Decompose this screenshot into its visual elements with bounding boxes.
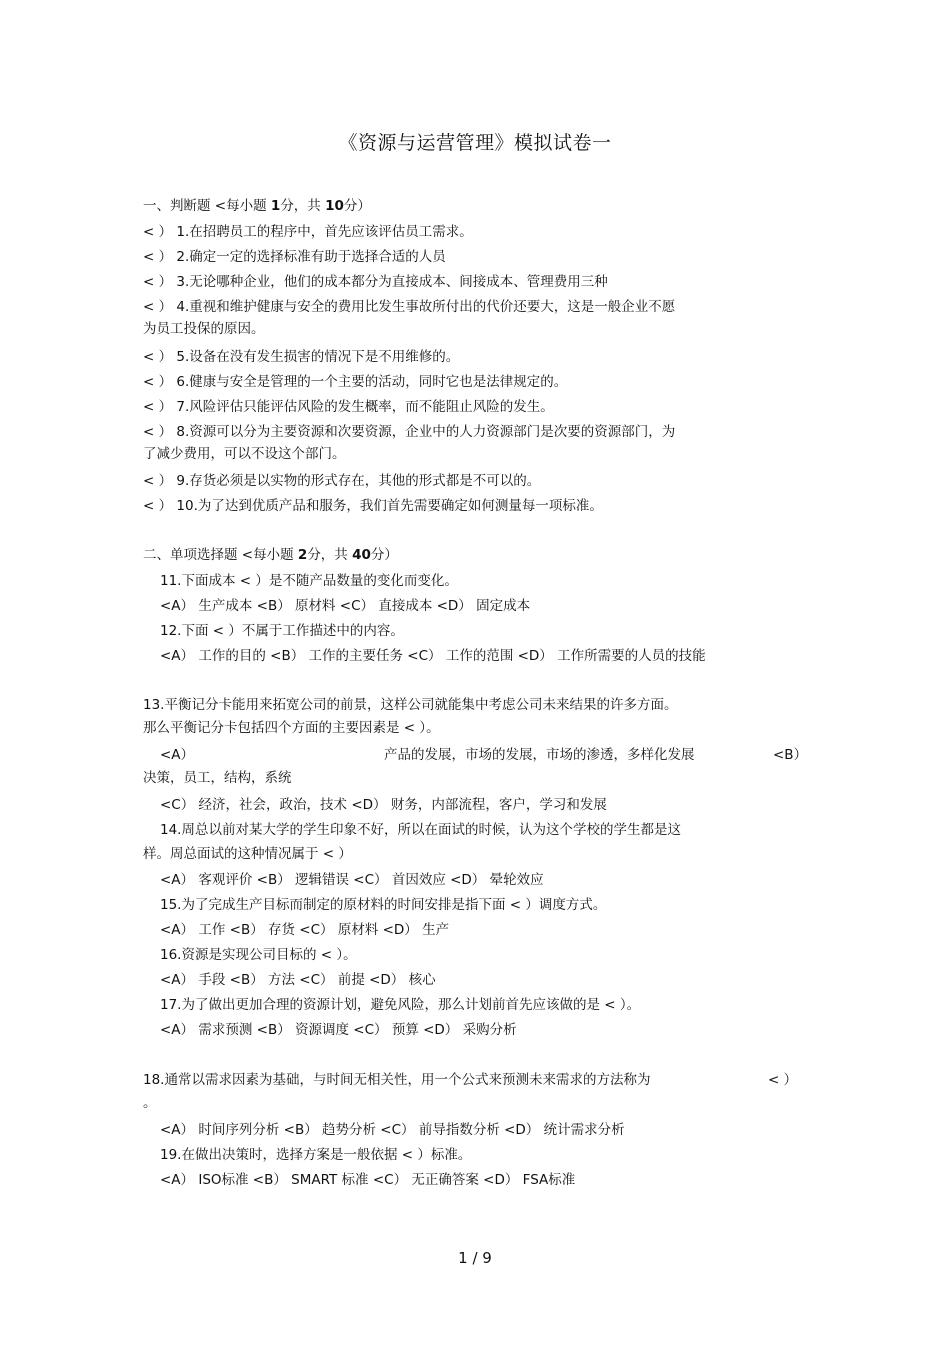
question-line: 12.下面 < ）不属于工作描述中的内容。 [160, 623, 404, 639]
question-line: < ） 2.确定一定的选择标准有助于选择合适的人员 [143, 249, 446, 265]
question-line: 了减少费用，可以不设这个部门。 [143, 446, 346, 462]
question-line: 14.周总以前对某大学的学生印象不好，所以在面试的时候，认为这个学校的学生都是这 [160, 822, 681, 838]
question-line: 那么平衡记分卡包括四个方面的主要因素是 < ）。 [143, 720, 440, 736]
section-heading-judgement: 一、判断题 <每小题 1分，共 10分） [143, 198, 371, 214]
option-label: <B） [773, 747, 808, 763]
option-line: <A） 工作 <B） 存货 <C） 原材料 <D） 生产 [160, 922, 450, 938]
question-line: 15.为了完成生产目标而制定的原材料的时间安排是指下面 < ）调度方式。 [160, 897, 607, 913]
question-line: < ） 10.为了达到优质产品和服务，我们首先需要确定如何测量每一项标准。 [143, 498, 603, 514]
question-line: 16.资源是实现公司目标的 < ）。 [160, 947, 357, 963]
question-line: < ） 5.设备在没有发生损害的情况下是不用维修的。 [143, 349, 460, 365]
answer-blank: < ） [768, 1072, 798, 1088]
option-line: <A） 工作的目的 <B） 工作的主要任务 <C） 工作的范围 <D） 工作所需要的人员的技能 [160, 648, 706, 664]
question-line: 17.为了做出更加合理的资源计划，避免风险，那么计划前首先应该做的是 < ）。 [160, 997, 641, 1013]
question-line: 18.通常以需求因素为基础，与时间无相关性，用一个公式来预测未来需求的方法称为 [143, 1072, 651, 1088]
option-line: <A） 手段 <B） 方法 <C） 前提 <D） 核心 [160, 972, 436, 988]
question-line: < ） 7.风险评估只能评估风险的发生概率，而不能阻止风险的发生。 [143, 399, 554, 415]
section-heading-single-choice: 二、单项选择题 <每小题 2分，共 40分） [143, 547, 398, 563]
option-line: <C） 经济，社会，政治，技术 <D） 财务，内部流程，客户，学习和发展 [160, 797, 607, 813]
question-line: 样。周总面试的这种情况属于 < ） [143, 846, 352, 862]
question-line: 13.平衡记分卡能用来拓宽公司的前景，这样公司就能集中考虑公司未来结果的许多方面。 [143, 697, 678, 713]
option-line: <A） 时间序列分析 <B） 趋势分析 <C） 前导指数分析 <D） 统计需求分析 [160, 1122, 625, 1138]
page-title: 《资源与运营管理》模拟试卷一 [338, 132, 612, 154]
option-line: <A） ISO标准 <B） SMART 标准 <C） 无正确答案 <D） FSA标准 [160, 1172, 576, 1188]
question-line: < ） 4.重视和维护健康与安全的费用比发生事故所付出的代价还要大，这是一般企业不愿 [143, 299, 676, 315]
page-number: 1 / 9 [458, 1249, 492, 1267]
option-line: <A） 需求预测 <B） 资源调度 <C） 预算 <D） 采购分析 [160, 1022, 517, 1038]
question-line: < ） 1.在招聘员工的程序中，首先应该评估员工需求。 [143, 224, 473, 240]
question-line: 11.下面成本 < ）是不随产品数量的变化而变化。 [160, 573, 458, 589]
question-line: 。 [143, 1095, 157, 1111]
option-label: <A） [160, 747, 195, 763]
question-line: < ） 3.无论哪种企业，他们的成本都分为直接成本、间接成本、管理费用三种 [143, 274, 608, 290]
question-line: 为员工投保的原因。 [143, 321, 265, 337]
question-line: < ） 6.健康与安全是管理的一个主要的活动，同时它也是法律规定的。 [143, 374, 568, 390]
question-line: < ） 9.存货必须是以实物的形式存在，其他的形式都是不可以的。 [143, 473, 541, 489]
option-line: 产品的发展，市场的发展，市场的渗透，多样化发展 [384, 747, 695, 763]
option-line: <A） 生产成本 <B） 原材料 <C） 直接成本 <D） 固定成本 [160, 598, 531, 614]
question-line: < ） 8.资源可以分为主要资源和次要资源，企业中的人力资源部门是次要的资源部门，为 [143, 424, 676, 440]
option-line: 决策，员工，结构，系统 [143, 770, 292, 786]
question-line: 19.在做出决策时，选择方案是一般依据 < ）标准。 [160, 1147, 472, 1163]
option-line: <A） 客观评价 <B） 逻辑错误 <C） 首因效应 <D） 晕轮效应 [160, 872, 544, 888]
